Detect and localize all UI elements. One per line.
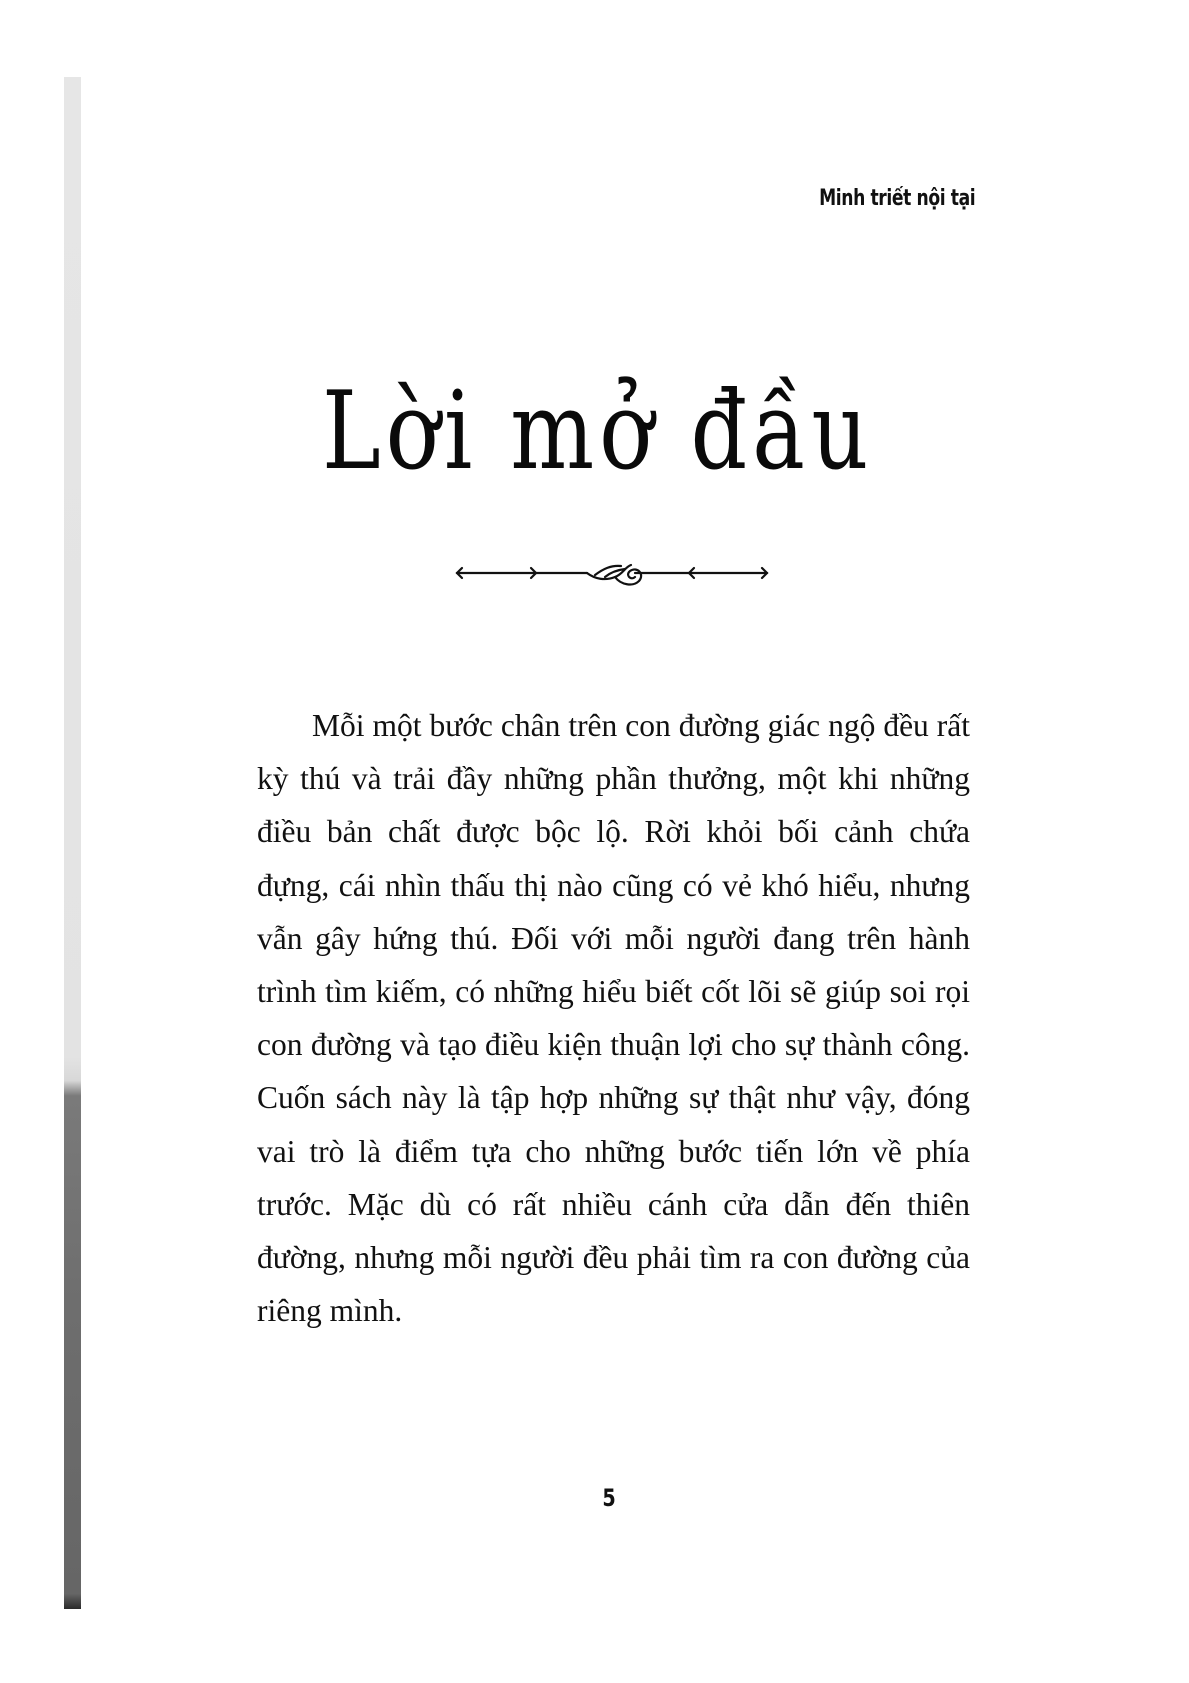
page-edge-strip xyxy=(64,77,81,1609)
ornament-divider-icon xyxy=(455,555,769,595)
preface-paragraph: Mỗi một bước chân trên con đường giác ngộ đều rất kỳ thú và trải đầy những phần thưởng, một khi những điều bản chất được bộc lộ. Rời khỏi bối cảnh chứa đựng, cái nhìn thấu thị nào cũng có vẻ khó hiểu, nhưng vẫn gây hứng thú. Đối với mỗi người đang trên hành trình tìm kiếm, có những hiểu biết cốt lõi sẽ giúp soi rọi con đường và tạo điều kiện thuận lợi cho sự thành công. Cuốn sách này là tập hợp những sự thật như vậy, đóng vai trò là điểm tựa cho những bước tiến lớn về phía trước. Mặc dù có rất nhiều cánh cửa dẫn đến thiên đường, nhưng mỗi người đều phải tìm ra con đường của riêng mình. xyxy=(257,708,970,1329)
page-number: 5 xyxy=(602,1484,616,1512)
chapter-title: Lời mở đầu xyxy=(322,369,874,494)
running-header: Minh triết nội tại xyxy=(818,186,975,211)
